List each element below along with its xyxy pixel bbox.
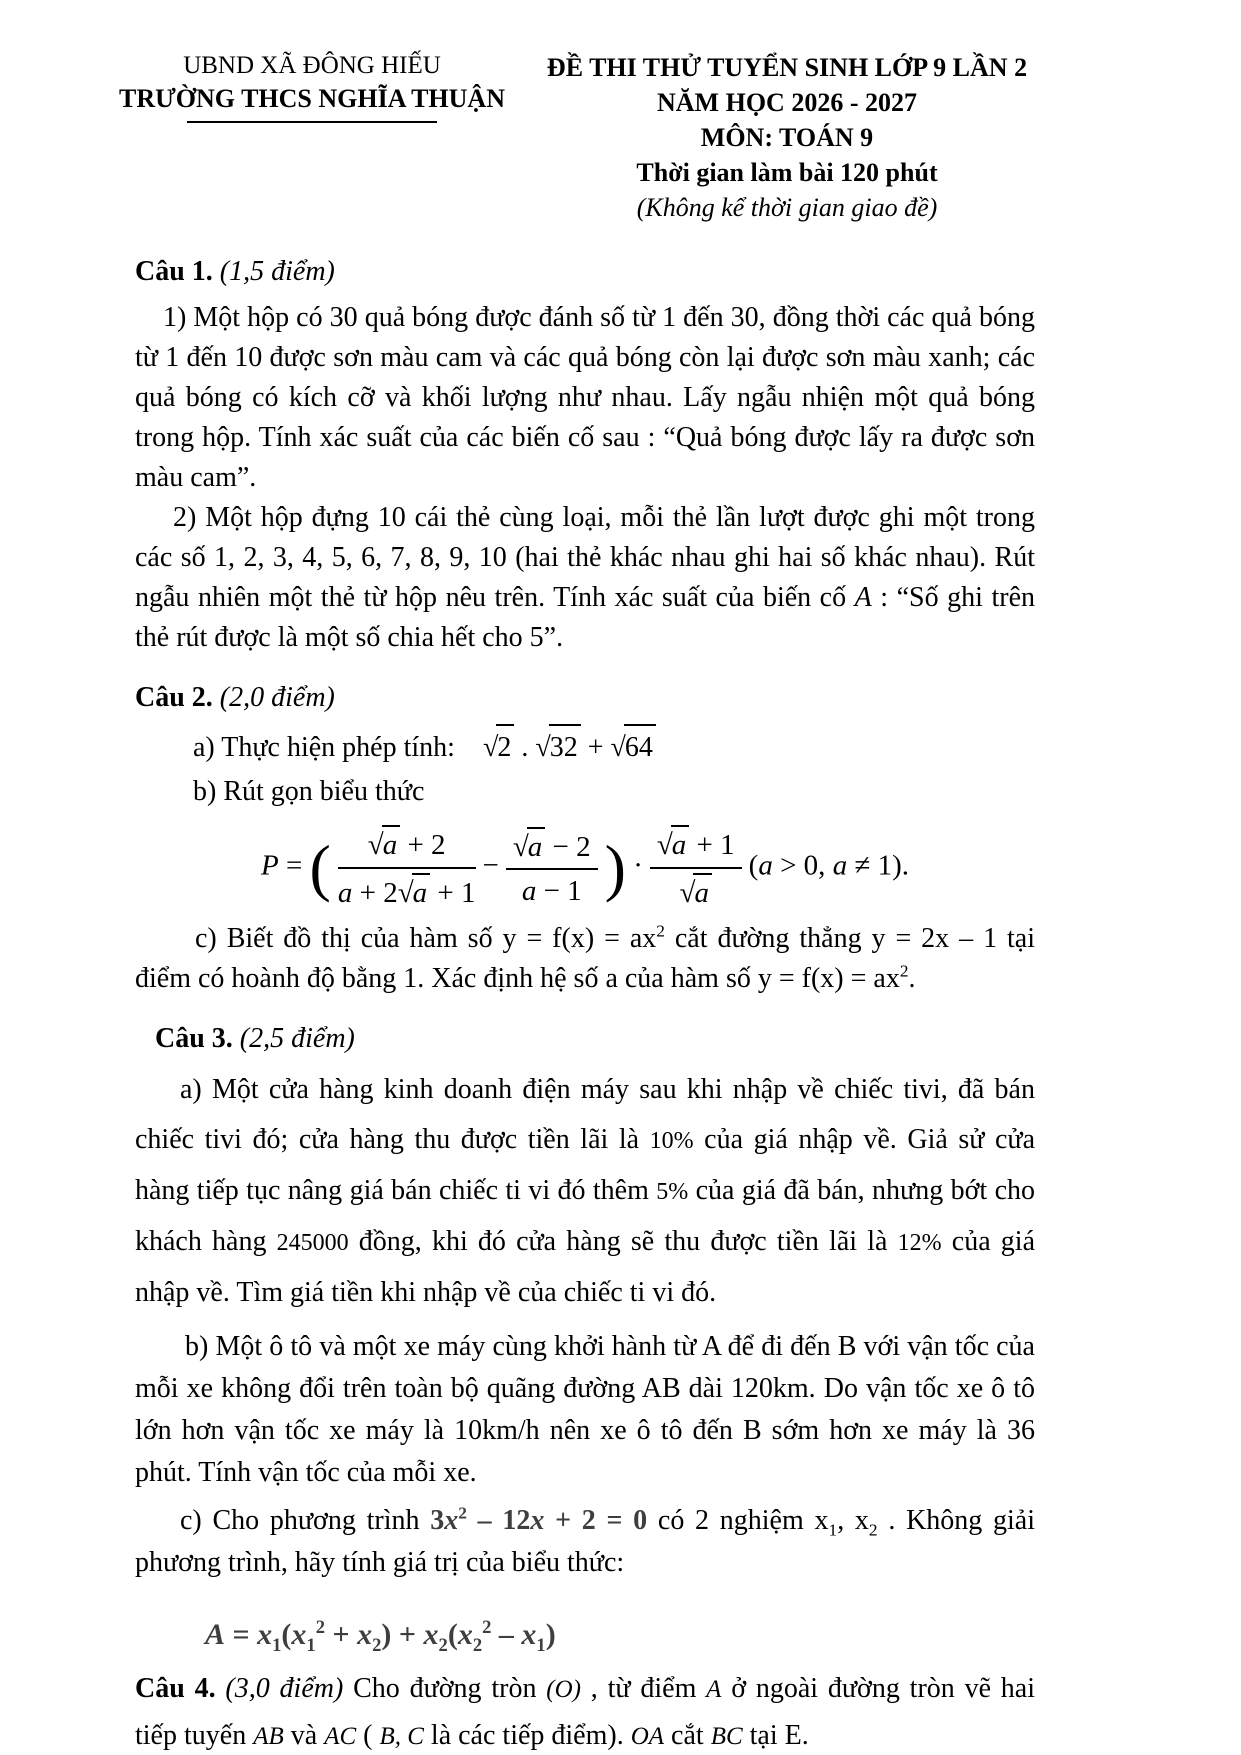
cau2-item-c: c) Biết đồ thị của hàm số $y = f(x) = ax^2$ cắt đường thẳng y = 2x – 1 tại điểm có hoành độ bằng 1. Xác định hệ số a của hàm số $y = f(x) = ax^2$. [135, 921, 1035, 994]
cau3-item-c: c) Cho phương trình $3x^2 - 12x + 2 = 0$ có 2 nghiệm $x_1$, $x_2$ . Không giải phương trình, hãy tính giá trị của biểu thức: [135, 1503, 1035, 1578]
header-exam-block [522, 50, 1052, 226]
exam-duration-note: (Không kể thời gian giao đề) [636, 193, 938, 222]
cau3-points: (2,5 điểm) [239, 1022, 355, 1054]
cau2-a-label: a) Thực hiện phép tính: [193, 732, 455, 763]
close-paren: ) [604, 831, 626, 903]
fraction-3: $\frac{√a + 1}{√a}$ [650, 825, 742, 911]
cdot-sign: · [633, 849, 643, 882]
cau3-item-b: b) Một ô tô và một xe máy cùng khởi hành từ A để đi đến B với vận tốc của mỗi xe không đổi trên toàn bộ quãng đường AB dài 120km. Do vận tốc xe ô tô lớn hơn vận tốc xe máy là 10km/h nên xe ô tô đến B sớm hơn xe máy là 36 phút. Tính vận tốc của mỗi xe. [135, 1330, 1035, 1488]
minus-sign: − [482, 849, 499, 882]
cau1-label: Câu 1. [135, 256, 213, 287]
open-paren: ( [309, 831, 331, 903]
cau3-heading [155, 1019, 1035, 1059]
cau2-label: Câu 2. [135, 682, 213, 713]
cau2-item-a [193, 724, 1035, 769]
header-school-name: TRƯỜNG THCS NGHĨA THUẬN [119, 84, 505, 113]
cau1-points: (1,5 điểm) [219, 256, 335, 287]
cau2-points: (2,0 điểm) [219, 682, 335, 713]
header-underline [187, 121, 437, 123]
cau3-c-expression: $A = x_1(x_1^2 + x_2) + x_2(x_2^2 - x_1)$ [205, 1616, 556, 1656]
header-school-block [112, 50, 512, 226]
cau3-item-a: a) Một cửa hàng kinh doanh điện máy sau khi nhập về chiếc tivi, đã bán chiếc tivi đó; cửa hàng thu được tiền lãi là 10% của giá nhập về. Giả sử cửa hàng tiếp tục nâng giá bán chiếc ti vi đó thêm 5% của giá đã bán, nhưng bớt cho khách hàng 245000 đồng, khi đó cửa hàng sẽ thu được tiền lãi là 12% của giá nhập về. Tìm giá tiền khi nhập về của chiếc ti vi đó. [135, 1073, 1035, 1308]
exam-title: ĐỀ THI THỬ TUYỂN SINH LỚP 9 LẦN 2 [546, 53, 1028, 82]
header-district: UBND XÃ ĐÔNG HIẾU [183, 52, 441, 79]
cau2-a-expression: √2 . √32 + √64 [483, 732, 656, 763]
cau4-paragraph: Câu 4. (3,0 điểm) Cho đường tròn (O) , từ điểm A ở ngoài đường tròn vẽ hai tiếp tuyến AB và AC ( B, C là các tiếp điểm). OA cắt BC tại E. [135, 1672, 1036, 1751]
formula-condition: (a > 0, a ≠ 1). [748, 849, 910, 882]
cau3-label: Câu 3. [155, 1022, 233, 1054]
cau1-paragraph-1: 1) Một hộp có 30 quả bóng được đánh số từ 1 đến 30, đồng thời các quả bóng từ 1 đến 10 được sơn màu cam và các quả bóng còn lại được sơn màu xanh; các quả bóng có kích cỡ và khối lượng như nhau. Lấy ngẫu nhiện một quả bóng trong hộp. Tính xác suất của các biến cố sau : “Quả bóng được lấy ra được sơn màu cam”. [135, 302, 1035, 493]
exam-header [0, 0, 1241, 226]
cau2-item-b: b) Rút gọn biểu thức [193, 776, 425, 807]
fraction-1: $\frac{√a + 2}{a + 2√a + 1}$ [338, 825, 476, 911]
exam-year: NĂM HỌC 2026 - 2027 [657, 88, 917, 117]
cau1-heading [135, 252, 1035, 292]
cau1-paragraph-2: 2) Một hộp đựng 10 cái thẻ cùng loại, mỗi thẻ lần lượt được ghi một trong các số 1, 2, 3, 4, 5, 6, 7, 8, 9, 10 (hai thẻ khác nhau ghi hai số khác nhau). Rút ngẫu nhiên một thẻ từ hộp nêu trên. Tính xác suất của biến cố A : “Số ghi trên thẻ rút được là một số chia hết cho 5”. [135, 502, 1036, 653]
cau2-b-formula [135, 825, 1035, 911]
exam-subject: MÔN: TOÁN 9 [700, 123, 874, 152]
fraction-2: $\frac{√a - 2}{a - 1}$ [506, 827, 598, 910]
exam-body [135, 252, 1035, 1755]
formula-lhs: P = [260, 849, 310, 882]
exam-duration: Thời gian làm bài 120 phút [636, 158, 938, 187]
cau2-heading [135, 678, 1035, 718]
